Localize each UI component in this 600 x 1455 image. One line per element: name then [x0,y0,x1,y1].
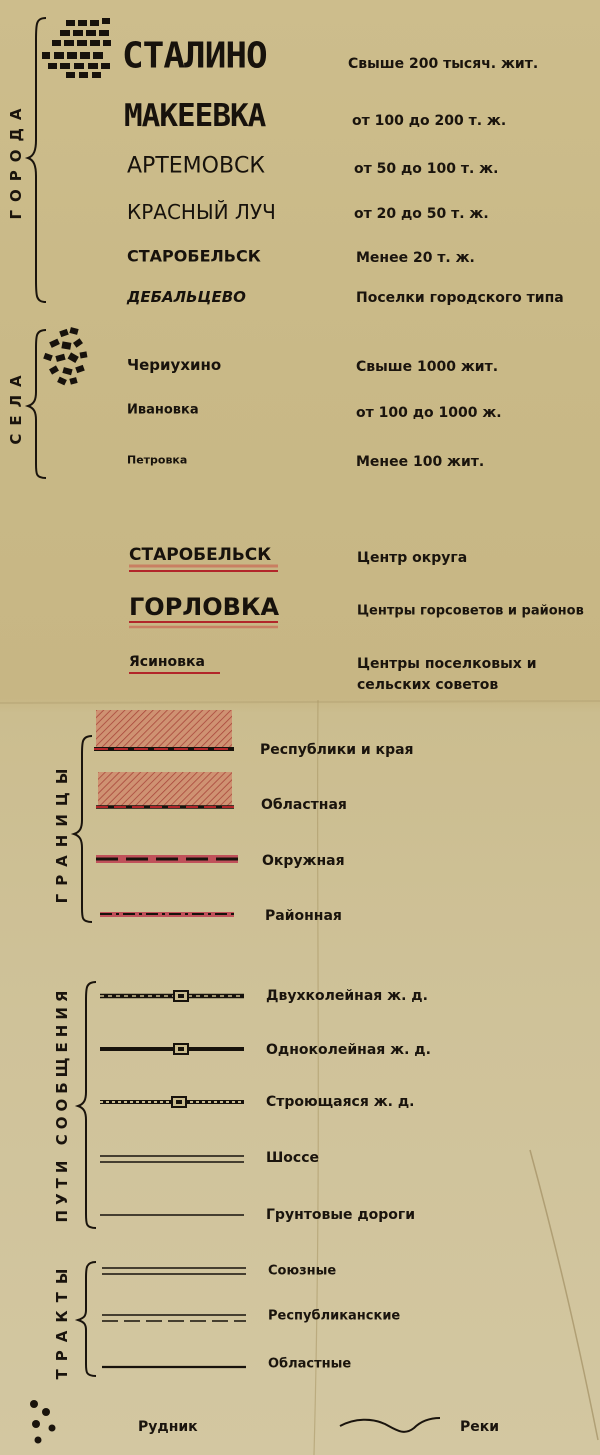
village-desc-ivanovka: от 100 до 1000 ж. [356,405,502,421]
village-name-cheriukhino: Чериухино [127,356,222,374]
village-block-icon [43,327,87,385]
border-label-republic: Республики и края [260,742,414,758]
city-desc-stalino: Свыше 200 тысяч. жит. [348,56,539,72]
mine-icon [30,1400,56,1444]
group-label-cities: ГОРОДА [7,100,25,220]
road-label-dirt: Грунтовые дороги [266,1207,416,1223]
village-name-petrovka: Петровка [127,453,188,467]
river-label: Реки [460,1419,500,1435]
border-oblast-symbol [96,772,234,807]
center-desc-selsovet-2: сельских советов [357,677,499,693]
group-label-communications: ПУТИ СООБЩЕНИЯ [53,985,71,1223]
border-label-okrug: Окружная [262,853,345,869]
tract-republic-symbol [102,1315,246,1321]
tract-label-republic: Республиканские [268,1308,401,1324]
group-label-tracts: ТРАКТЫ [53,1260,71,1380]
border-okrug-symbol [96,855,238,863]
center-name-starobelsk: СТАРОБЕЛЬСК [129,545,272,565]
center-name-yasinovka: Ясиновка [129,654,205,670]
paper-fold [0,700,600,1455]
tract-label-oblast: Областные [268,1356,352,1372]
border-label-oblast: Областная [261,797,347,813]
group-label-villages: СЕЛА [7,367,25,445]
city-name-debaltsevo: ДЕБАЛЬЦЕВО [127,288,246,306]
center-name-gorlovka: ГОРЛОВКА [129,593,280,621]
city-name-starobelsk: СТАРОБЕЛЬСК [127,246,261,266]
center-desc-gorsovet: Центры горсоветов и районов [357,603,584,619]
city-name-krasny-luch: КРАСНЫЙ ЛУЧ [127,200,276,224]
railway-construction-symbol [100,1097,244,1107]
tract-union-symbol [102,1268,246,1274]
bracket-tracts [78,1262,96,1376]
railway-double-symbol [100,991,244,1001]
center-desc-okrug: Центр округа [357,550,468,566]
border-label-raion: Районная [265,908,342,924]
city-name-artemovsk: АРТЕМОВСК [127,153,266,179]
railway-single-symbol [100,1044,244,1054]
village-desc-petrovka: Менее 100 жит. [356,454,485,470]
city-desc-artemovsk: от 50 до 100 т. ж. [354,161,499,177]
highway-symbol [100,1156,244,1162]
city-desc-debaltsevo: Поселки городского типа [356,290,564,306]
border-republic-symbol [94,710,234,749]
center-desc-selsovet-1: Центры поселковых и [357,656,537,672]
bracket-communications [78,982,96,1228]
river-icon [340,1418,440,1432]
tract-label-union: Союзные [268,1263,337,1279]
city-block-icon [42,18,111,78]
city-name-stalino: СТАЛИНО [122,35,267,77]
mine-label: Рудник [138,1419,198,1435]
bracket-cities [28,18,46,302]
road-label-single-rail: Одноколейная ж. д. [266,1042,431,1058]
city-desc-makeevka: от 100 до 200 т. ж. [352,113,507,129]
bracket-borders [74,736,92,922]
road-label-double-rail: Двухколейная ж. д. [266,988,428,1004]
road-label-highway: Шоссе [266,1150,320,1166]
city-desc-starobelsk: Менее 20 т. ж. [356,250,475,266]
bracket-villages [28,330,46,478]
group-label-borders: ГРАНИЦЫ [53,760,71,904]
border-raion-symbol [100,912,234,917]
road-label-construction-rail: Строющаяся ж. д. [266,1094,415,1110]
village-desc-cheriukhino: Свыше 1000 жит. [356,359,499,375]
city-desc-krasny-luch: от 20 до 50 т. ж. [354,206,489,222]
city-name-makeevka: МАКЕЕВКА [124,98,266,134]
village-name-ivanovka: Ивановка [127,402,199,418]
